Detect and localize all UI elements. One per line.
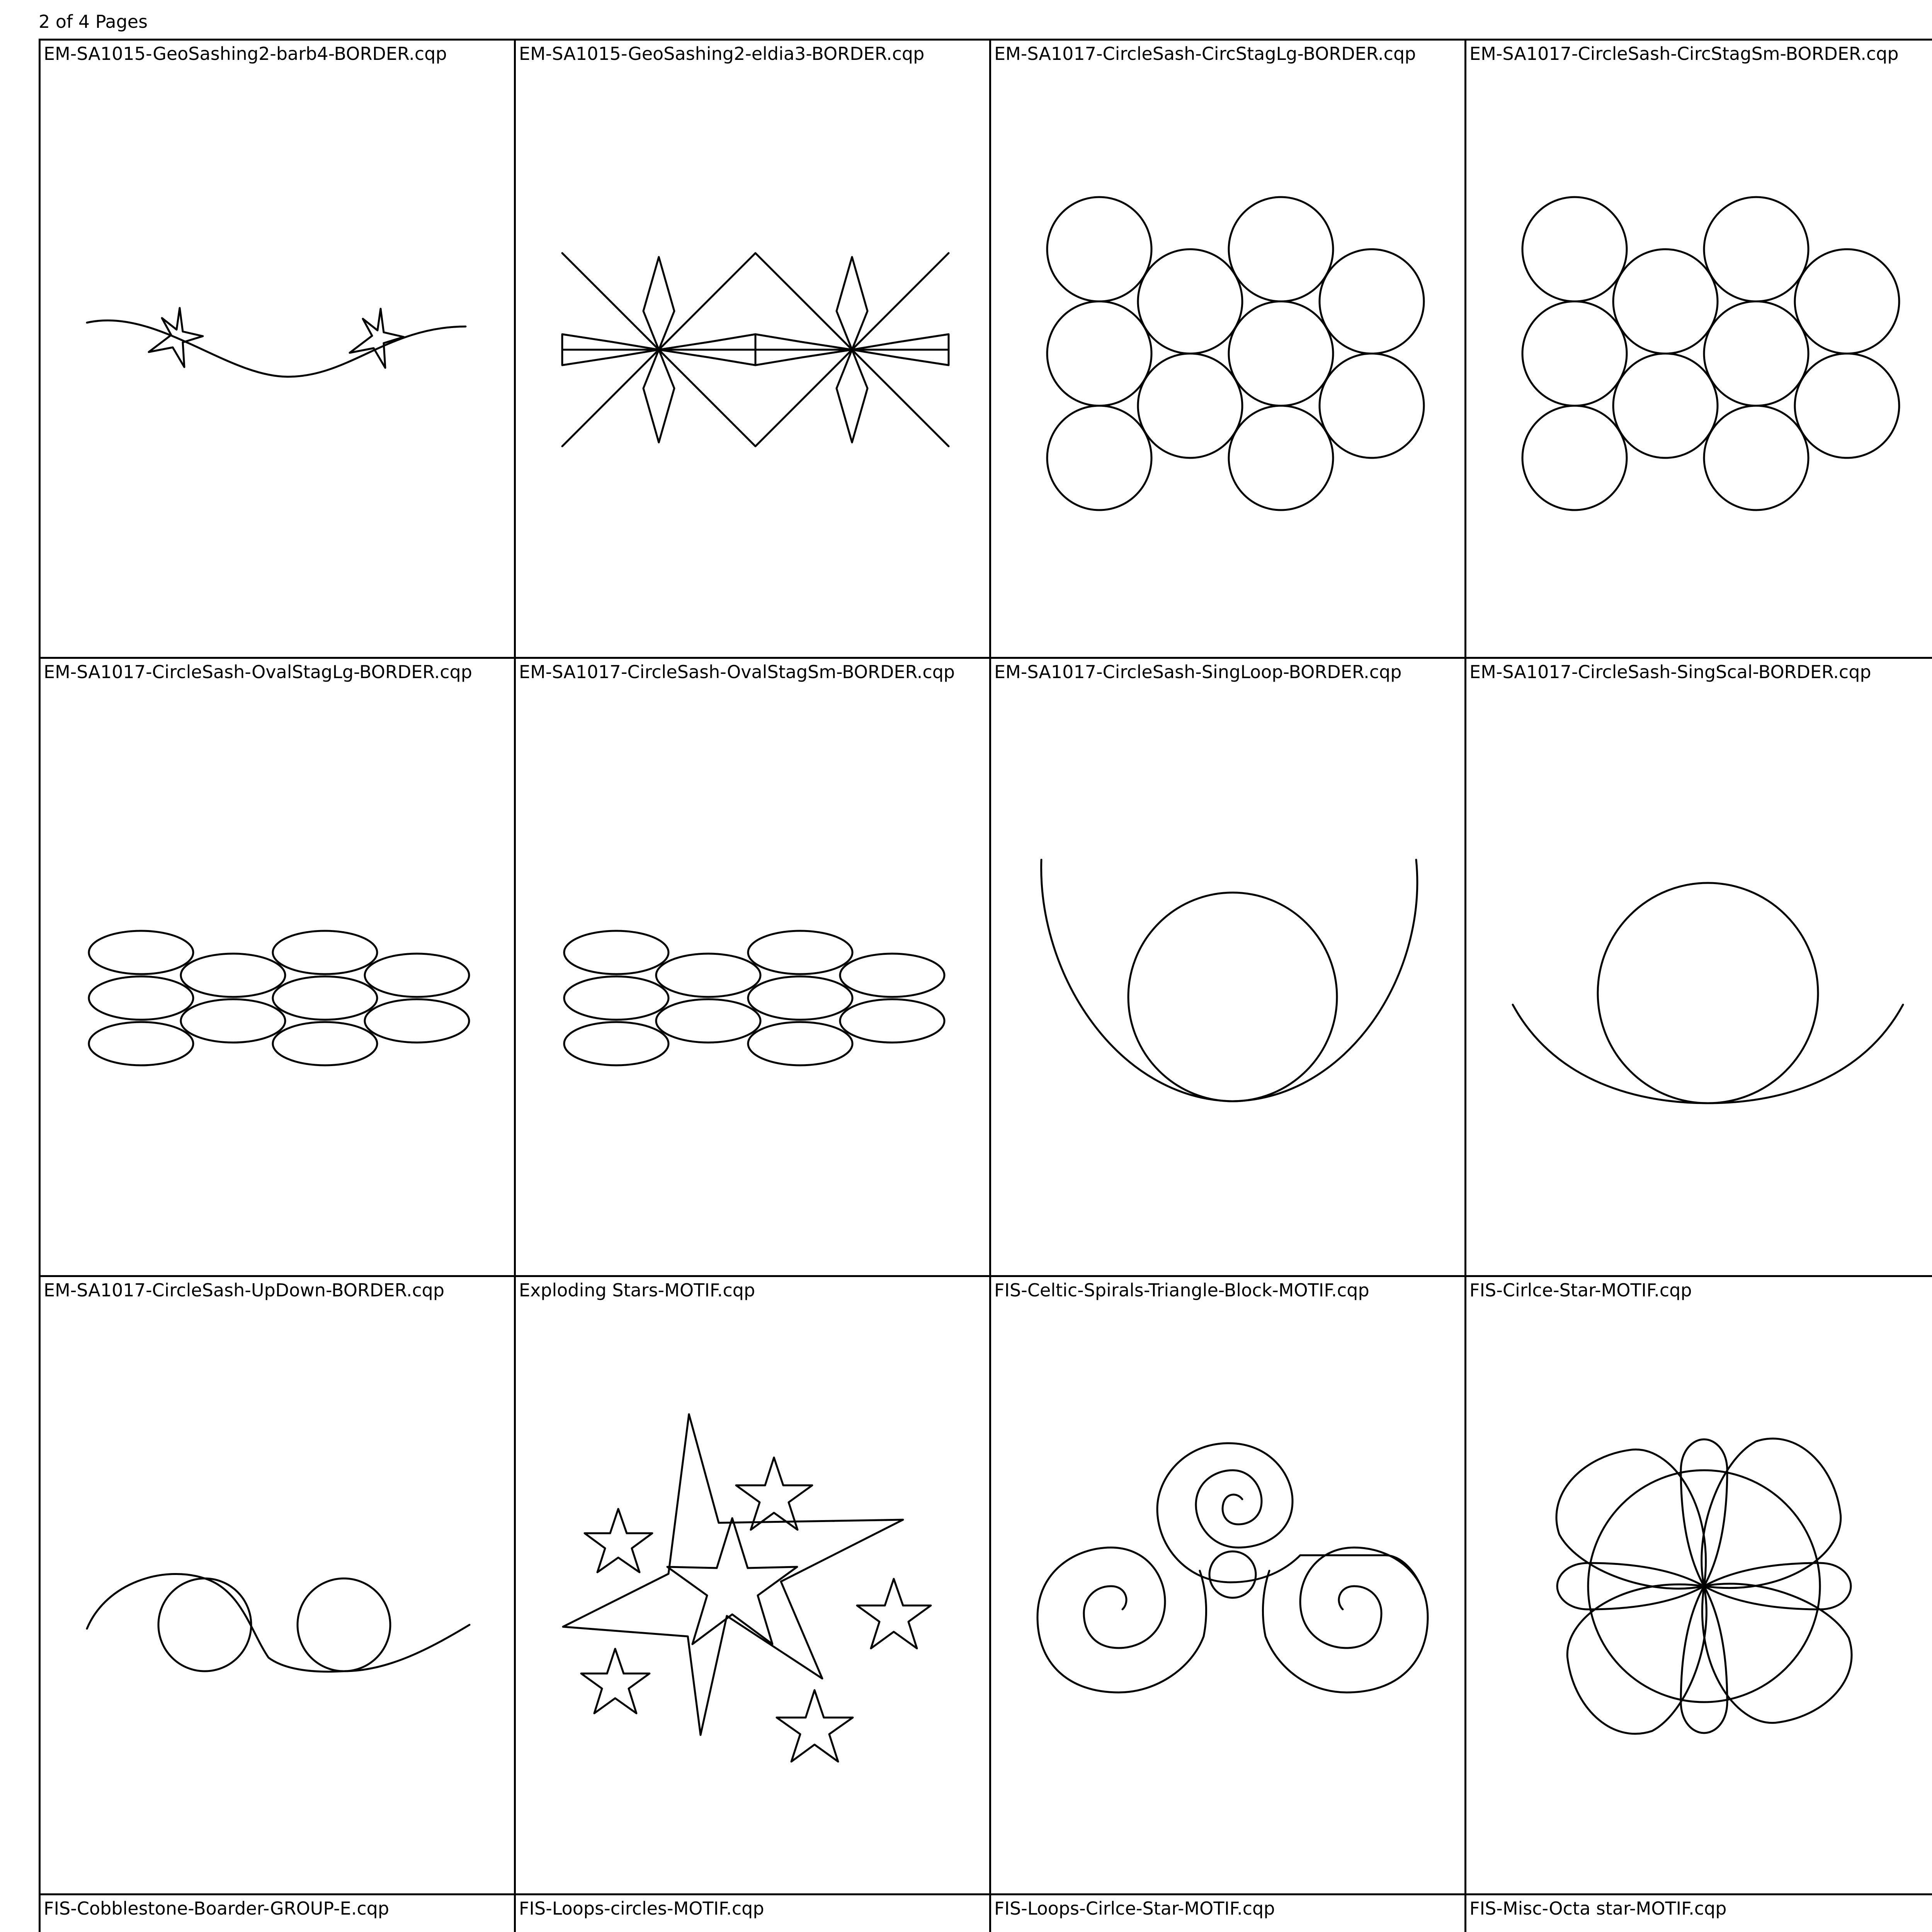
design-cell[interactable] bbox=[1466, 41, 1932, 659]
staggered-ovals-large-icon bbox=[41, 659, 516, 1277]
staggered-circles-large-icon bbox=[991, 41, 1466, 659]
design-grid bbox=[39, 39, 1932, 1932]
staggered-ovals-small-icon bbox=[516, 659, 991, 1277]
design-cell[interactable] bbox=[1466, 1895, 1932, 1932]
design-filename: EM-SA1017-CircleSash-SingLoop-BORDER.cqp bbox=[994, 662, 1402, 682]
design-cell[interactable] bbox=[41, 1895, 516, 1932]
loops-circles-icon bbox=[516, 1895, 991, 1932]
celtic-triple-spiral-icon bbox=[991, 1277, 1466, 1895]
page-indicator: 2 of 4 Pages bbox=[39, 11, 148, 32]
design-filename: FIS-Loops-circles-MOTIF.cqp bbox=[519, 1898, 764, 1919]
design-cell[interactable] bbox=[1466, 659, 1932, 1277]
exploding-stars-icon bbox=[516, 1277, 991, 1895]
circle-star-flower-icon bbox=[1466, 1277, 1932, 1895]
design-filename: FIS-Cirlce-Star-MOTIF.cqp bbox=[1469, 1280, 1692, 1301]
design-cell[interactable] bbox=[1466, 1277, 1932, 1895]
single-loop-icon bbox=[991, 659, 1466, 1277]
design-cell[interactable] bbox=[991, 1895, 1466, 1932]
design-filename: EM-SA1017-CircleSash-CircStagLg-BORDER.cqp bbox=[994, 43, 1416, 64]
design-filename: Exploding Stars-MOTIF.cqp bbox=[519, 1280, 755, 1301]
design-filename: FIS-Cobblestone-Boarder-GROUP-E.cqp bbox=[44, 1898, 389, 1919]
design-filename: FIS-Misc-Octa star-MOTIF.cqp bbox=[1469, 1898, 1727, 1919]
design-cell[interactable] bbox=[516, 1895, 991, 1932]
barbed-sashing-icon bbox=[41, 41, 516, 659]
design-filename: EM-SA1017-CircleSash-OvalStagLg-BORDER.cqp bbox=[44, 662, 472, 682]
design-filename: EM-SA1015-GeoSashing2-eldia3-BORDER.cqp bbox=[519, 43, 925, 64]
design-cell[interactable] bbox=[991, 659, 1466, 1277]
design-filename: EM-SA1015-GeoSashing2-barb4-BORDER.cqp bbox=[44, 43, 447, 64]
design-filename: EM-SA1017-CircleSash-CircStagSm-BORDER.cqp bbox=[1469, 43, 1899, 64]
design-cell[interactable] bbox=[41, 659, 516, 1277]
single-scallop-icon bbox=[1466, 659, 1932, 1277]
design-cell[interactable] bbox=[516, 1277, 991, 1895]
design-filename: EM-SA1017-CircleSash-UpDown-BORDER.cqp bbox=[44, 1280, 445, 1301]
octa-star-icon bbox=[1466, 1895, 1932, 1932]
cobblestone-circles-icon bbox=[41, 1895, 516, 1932]
up-down-circles-icon bbox=[41, 1277, 516, 1895]
staggered-circles-small-icon bbox=[1466, 41, 1932, 659]
design-cell[interactable] bbox=[41, 1277, 516, 1895]
loops-circle-star-icon bbox=[991, 1895, 1466, 1932]
geometric-diamond-sashing-icon bbox=[516, 41, 991, 659]
design-filename: FIS-Celtic-Spirals-Triangle-Block-MOTIF.cqp bbox=[994, 1280, 1369, 1301]
design-cell[interactable] bbox=[991, 41, 1466, 659]
design-cell[interactable] bbox=[516, 659, 991, 1277]
design-cell[interactable] bbox=[516, 41, 991, 659]
design-filename: FIS-Loops-Cirlce-Star-MOTIF.cqp bbox=[994, 1898, 1275, 1919]
design-filename: EM-SA1017-CircleSash-OvalStagSm-BORDER.cqp bbox=[519, 662, 955, 682]
design-cell[interactable] bbox=[991, 1277, 1466, 1895]
design-filename: EM-SA1017-CircleSash-SingScal-BORDER.cqp bbox=[1469, 662, 1871, 682]
design-cell[interactable] bbox=[41, 41, 516, 659]
